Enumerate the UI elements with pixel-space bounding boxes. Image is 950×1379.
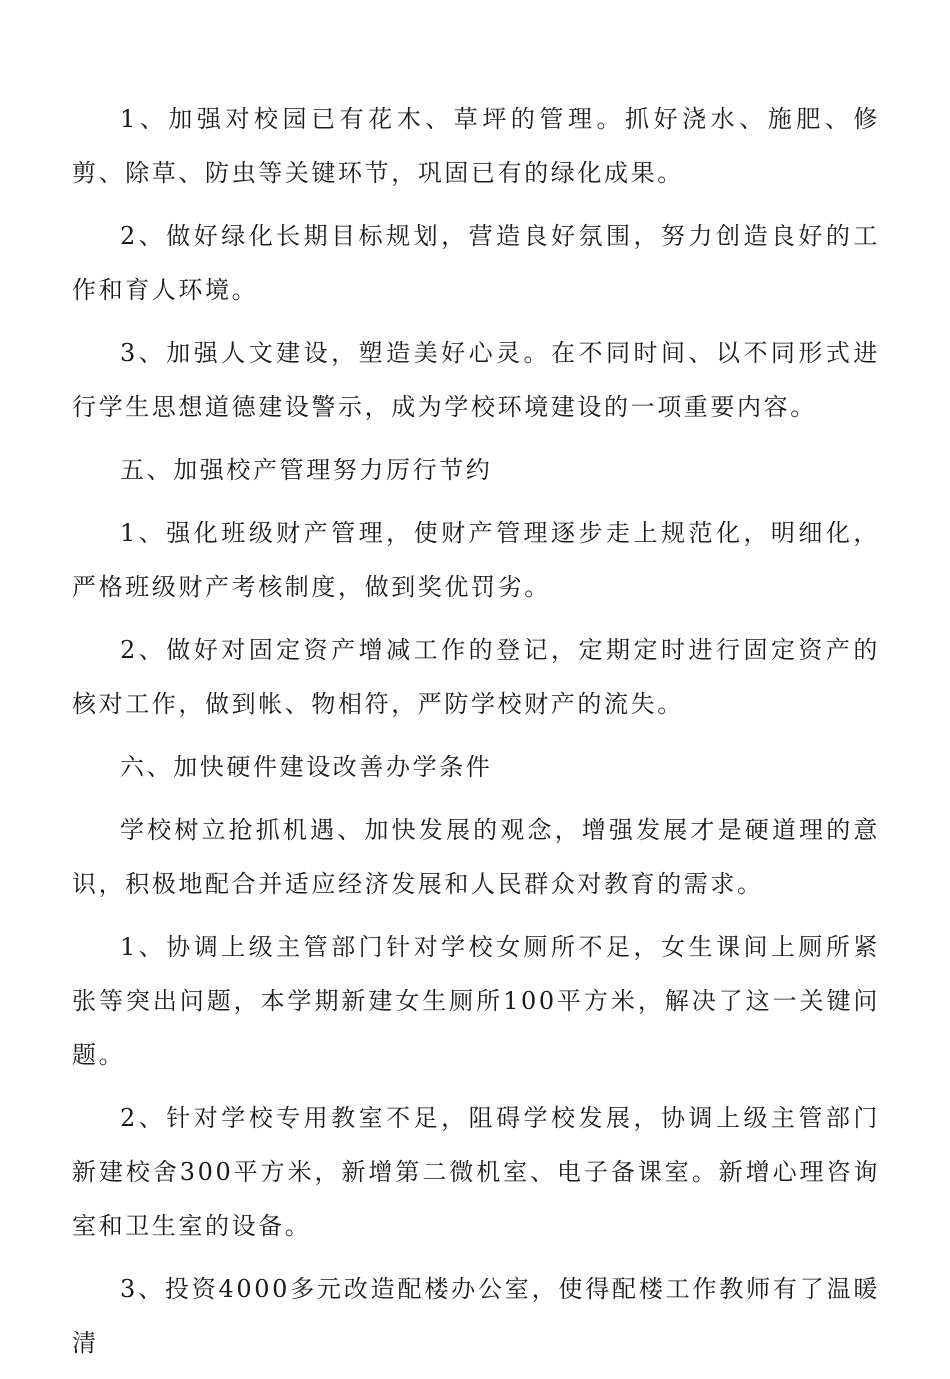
paragraph-greening-management: 1、加强对校园已有花木、草坪的管理。抓好浇水、施肥、修剪、除草、防虫等关键环节，巩固已有的绿化成果。 <box>72 105 880 187</box>
section-heading-hardware: 六、加快硬件建设改善办学条件 <box>120 753 493 781</box>
paragraph-humanistic-construction: 3、加强人文建设，塑造美好心灵。在不同时间、以不同形式进行学生思想道德建设警示，成为学校环境建设的一项重要内容。 <box>72 339 880 421</box>
document-body <box>72 92 880 1379</box>
paragraph-fixed-assets: 2、做好对固定资产增减工作的登记，定期定时进行固定资产的核对工作，做到帐、物相符，严防学校财产的流失。 <box>72 636 880 718</box>
paragraph-classroom-construction: 2、针对学校专用教室不足，阻碍学校发展，协调上级主管部门新建校舍300平方米，新增第二微机室、电子备课室。新增心理咨询室和卫生室的设备。 <box>72 1104 880 1240</box>
paragraph-greening-planning: 2、做好绿化长期目标规划，营造良好氛围，努力创造良好的工作和育人环境。 <box>72 222 880 304</box>
paragraph-office-renovation: 3、投资4000多元改造配楼办公室，使得配楼工作教师有了温暖清 <box>72 1275 880 1357</box>
paragraph-development-concept: 学校树立抢抓机遇、加快发展的观念，增强发展才是硬道理的意识，积极地配合并适应经济发展和人民群众对教育的需求。 <box>72 816 880 898</box>
section-heading-school-property: 五、加强校产管理努力厉行节约 <box>120 456 493 484</box>
paragraph-class-property: 1、强化班级财产管理，使财产管理逐步走上规范化，明细化，严格班级财产考核制度，做到奖优罚劣。 <box>72 519 880 601</box>
paragraph-toilet-construction: 1、协调上级主管部门针对学校女厕所不足，女生课间上厕所紧张等突出问题，本学期新建女生厕所100平方米，解决了这一关键问题。 <box>72 933 880 1069</box>
